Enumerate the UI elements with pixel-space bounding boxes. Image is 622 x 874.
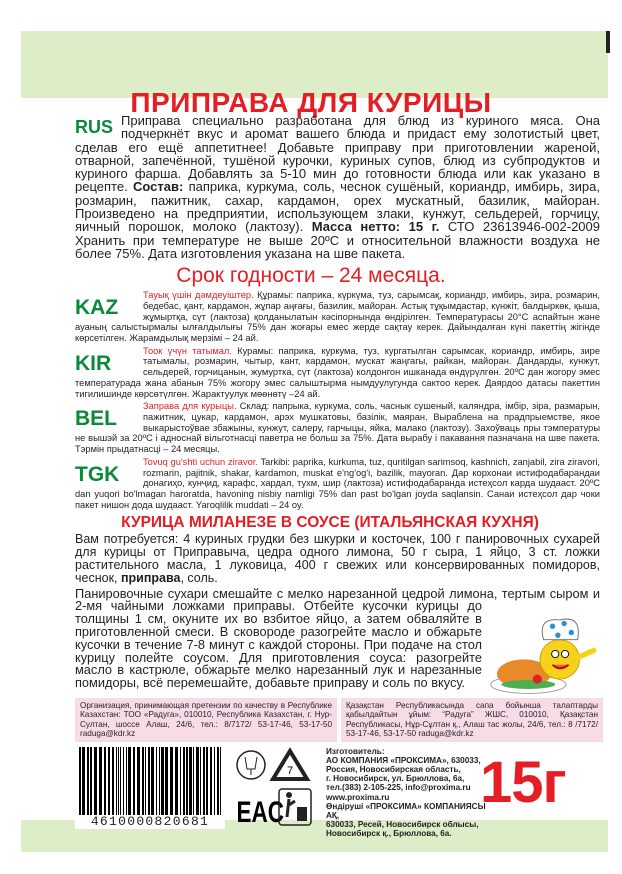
manufacturer-line: 630033, Ресей, Новосибирск облысы,: [326, 820, 479, 830]
shelf-life: Срок годности – 24 месяца.: [176, 264, 446, 288]
barcode-bar: [118, 747, 119, 815]
barcode-bar: [126, 747, 127, 815]
composition-text: паприка, куркума, соль, чеснок сушёный, кориандр, имбирь, зира, розмарин, пажитник, сахар, кардамон, орех мускатный, базилик, майоран. Произведено на предприятии, использующем злаки, кунжут, сельдерей, горчицу, яичный порошок, молоко (лактозу).: [75, 179, 600, 235]
recipe-title: КУРИЦА МИЛАНЕЗЕ В СОУСЕ (ИТАЛЬЯНСКАЯ КУХНЯ): [121, 514, 539, 532]
chef-mascot-illustration: [488, 612, 600, 696]
barcode-bar: [156, 747, 157, 815]
lang-code-tgk: TGK: [75, 462, 120, 486]
barcode-bar: [183, 747, 185, 815]
food-safe-icon: [237, 751, 265, 779]
barcode-bar: [120, 747, 121, 815]
manufacturer-line: Өндіруші «ПРОКСИМА» КОМПАНИЯСЫ АҚ,: [326, 801, 486, 820]
barcode-bar: [214, 747, 215, 815]
barcode-bar: [159, 747, 160, 815]
barcode-bar: [90, 747, 92, 815]
barcode-bar: [142, 747, 144, 815]
barcode-bar: [137, 747, 140, 815]
barcode-bar: [82, 747, 85, 815]
lang-code-kir: KIR: [75, 351, 112, 375]
bottom-info: [0, 746, 622, 839]
barcode-bar: [193, 747, 194, 815]
ingredient-seasoning: приправа: [120, 570, 181, 585]
barcode-bar: [220, 747, 221, 815]
barcode-bar: [161, 747, 164, 815]
manufacturer-line: Россия, Новосибирская область,: [326, 764, 461, 774]
manufacturer-info: [326, 747, 486, 839]
barcode-bar: [108, 747, 110, 815]
manufacturer-line: г. Новосибирск, ул. Брюллова, 6а,: [326, 774, 465, 784]
barcode-bar: [87, 747, 89, 815]
section-kir: [75, 346, 600, 400]
manufacturer-line: АО КОМПАНИЯ «ПРОКСИМА», 630033,: [326, 755, 481, 765]
net-weight: 15г: [480, 749, 566, 815]
certification-icons: [235, 747, 315, 829]
barcode-bar: [196, 747, 199, 815]
ingredients-end: , соль.: [180, 570, 218, 585]
manufacturer-line: www.proxima.ru: [326, 792, 390, 802]
claims-row: [75, 698, 603, 742]
barcode-bar: [180, 747, 181, 815]
barcode-bar: [112, 747, 114, 815]
manufacturer-line: Новосибирск қ., Брюллова, 6а.: [326, 829, 452, 839]
edge-mark: [606, 31, 610, 53]
ingredients-text: Вам потребуется: 4 куриных грудки без шкурки и косточек, 100 г панировочных сухарей для курицы от Приправыча, цедра одного лимона, 50 г сыра, 1 яйцо, 3 ст. ложки растительного масла, 1 луковица, 400 г свежих или консервированных помидоров, чеснок,: [75, 532, 600, 585]
barcode-number: 4610000820681: [75, 815, 225, 829]
section-rus: [75, 114, 600, 260]
lang-product-name: Tovuq gu'shti uchun ziravor.: [143, 456, 258, 467]
barcode-bar: [151, 747, 154, 815]
barcode-bar: [148, 747, 150, 815]
lang-text: Курамы: паприка, куркума, туз, кургатылган сарымсак, кориандр, имбирь, зире татымалы, розмарин, чытыр, кант, кардамон, мускат жаңгагы, райкан, майоран. Дандарды, кунжут, сельдерей, горчицанын, жумуртка, сүт (лактоза) колдонгон ишканада өндүрүлгөн. 20ºС дан жогору эмес температурада жана абанын 75% жогору эмес салыштырма нымдуулугунда сактоо керек. Даярдоо датасы пакеттин тигилишинде көрсөтүлгөн. Жарактуулук мөөнөтү –24 ай.: [75, 345, 600, 399]
barcode-bar: [186, 747, 188, 815]
claims-org-ru: Организация, принимающая претензии по качеству в Республике Казахстан: ТОО «Радуга», 010010, Республика Казахстан, г. Нур-Султан, шоссе Алаш, 24/6, тел.: 8/7172/ 53-17-46, 53-17-50 raduga@kdr.kz: [75, 698, 337, 742]
net-weight-label: Масса нетто: 15 г.: [311, 219, 440, 235]
lang-text: Склад: папрыка, куркума, соль, часнык сушеный, каляндра, імбір, зіра, размарын, пажитник, цукар, кардамон, арэх мушкатовы, базілік, маяран. Выраблена на прадпрыемстве, якое выкарыстоўвае збажыны, кунжут, салеру, гарчыцы, яйка, малако (лактозу). Захоўваць пры тэмпературы не вышэй за 20ºС і адноснай вільготнасці паветра не больш за 75%. Дата вырабу і пакавання пазначана на шве пакета. Тэрмін прыдатнасці – 24 месяцы.: [75, 401, 600, 455]
recipe-ingredients: [75, 533, 600, 584]
barcode-bar: [104, 747, 106, 815]
composition-label: Состав:: [132, 179, 184, 195]
rus-text: Приправа специально разработана для блюд из куриного мяса. Она подчеркнёт вкус и аромат вашего блюда и придаст ему золотистый цвет, сделав его ещё аппетитнее! Добавьте приправу при приготовлении жареной, отварной, запечённой, тушёной курочки, куриных супов, блюд из субпродуктов и куриного фарша. Добавлять за 5-10 мин до готовности блюда или как указано в рецепте.: [75, 113, 600, 195]
barcode-bar: [217, 747, 219, 815]
recycle-icon: [273, 751, 307, 779]
lang-product-name: Тоок үчүн татымал.: [143, 345, 232, 356]
manufacturer-line: тел.(383) 2-105-225, info@proxima.ru: [326, 783, 471, 793]
section-bel: [75, 401, 600, 455]
lang-code-rus: RUS: [75, 117, 114, 137]
eac-mark: EAC: [236, 794, 284, 829]
lang-code-kaz: KAZ: [75, 296, 119, 320]
barcode-bar: [210, 747, 212, 815]
lang-code-bel: BEL: [75, 407, 117, 431]
lang-text: Құрамы: паприка, күркүма, туз, сарымсақ, кориандр, имбирь, зира, розмарин, бедебас, қант, кардамон, жұпар аңғағы, базилик, майоран. Астық тұқымдастар, күнжіт, балдыркөк, қыша, жұмыртқа, сүт (лактоза) қолданылатын кәсіпорнында өндірілген. Температурасы 20°С аспайтын және ауаның салыстырмалы ылғалдылығы 75% дан жоғары емес жерде сақтау керек. Дайындалған күні пакеттің жігінде көрсетілген. Жарамдылық мерзімі – 24 ай.: [75, 290, 600, 344]
barcode-bar: [145, 747, 146, 815]
barcode-bar: [175, 747, 178, 815]
barcode-bar: [133, 747, 135, 815]
claims-org-kz: Қазақстан Республикасында сапа бойынша талаптарды қабылдайтын ұйым: “Радуга” ЖШС, 010010, Қазақстан Республикасы, Нұр-Сұлтан қ., Алаш тас жолы, 24/6, тел.: 8 /7172/ 53-17-46, 53-17-50 raduga@kdr.kz: [341, 698, 603, 742]
barcode-bar: [203, 747, 205, 815]
recycle-number: 7: [286, 764, 294, 777]
storage-text: СТО 23613946-002-2009 Хранить при температуре не выше 20ºС и относительной влажности воздуха не более 75%. Дата изготовления указана на шве пакета.: [75, 219, 600, 261]
barcode-bar: [79, 747, 81, 815]
barcode-bar: [128, 747, 131, 815]
barcode-bar: [165, 747, 168, 815]
lang-product-name: Заправа для курыцы.: [143, 401, 237, 412]
manufacturer-label: Изготовитель:: [326, 746, 385, 756]
section-tgk: [75, 457, 600, 511]
barcode-bar: [94, 747, 97, 815]
product-title: ПРИПРАВА ДЛЯ КУРИЦЫ: [130, 87, 492, 118]
barcode-bar: [170, 747, 173, 815]
lang-product-name: Тауық үшін дәмдеуіштер.: [143, 290, 254, 301]
section-kaz: [75, 290, 600, 344]
label-content: [0, 87, 622, 839]
barcode-bar: [200, 747, 201, 815]
recipe-steps-block: [75, 585, 600, 696]
barcode-bar: [206, 747, 208, 815]
barcode-bar: [123, 747, 124, 815]
barcode-bar: [116, 747, 117, 815]
barcode-bar: [189, 747, 192, 815]
recipe-steps: Панировочные сухари смешайте с мелко нарезанной цедрой лимона, тертым сыром и 2-мя чайными ложками приправы. Отбейте кусочки курицы до толщины 1 см, окуните их во взбитое яйцо, а затем обваляйте в приготовленной смеси. В сковороде разогрейте масло и обжарьте кусочки в течение 7-8 минут с каждой стороны. При подаче на стол курицу полейте соусом. Для приготовления соуса: разогрейте масло в кастрюле, обжарьте мелко нарезанный лук и нарезанные помидоры, всё перемешайте, добавьте приправу и соль по вкусу.: [75, 585, 600, 691]
lang-text: Tarkibi: paprika, kurkuma, tuz, quritilgan sarimsoq, kashnich, zanjabil, zira ziravori, rozmarin, pajitnik, shakar, kardamon, muskat e'ng'og'i, bazilik, mayoran. Дар корхонаи истифодабарандаи донагиҳо, кунҷид, карафс, хардал, тухм, шир (лактоза) истифодабаранда истеҳсол карда шудааст. 20ºC dan yuqori bo'lmagan haroratda, havoning nisbiy namligi 75% dan past bo'lgan joyda saqlansin. Санаи истеҳсол дар чоки пакет нишон дода шудааст. Yaroqlilik muddati – 24 oy.: [75, 456, 600, 510]
barcode-bar: [99, 747, 102, 815]
